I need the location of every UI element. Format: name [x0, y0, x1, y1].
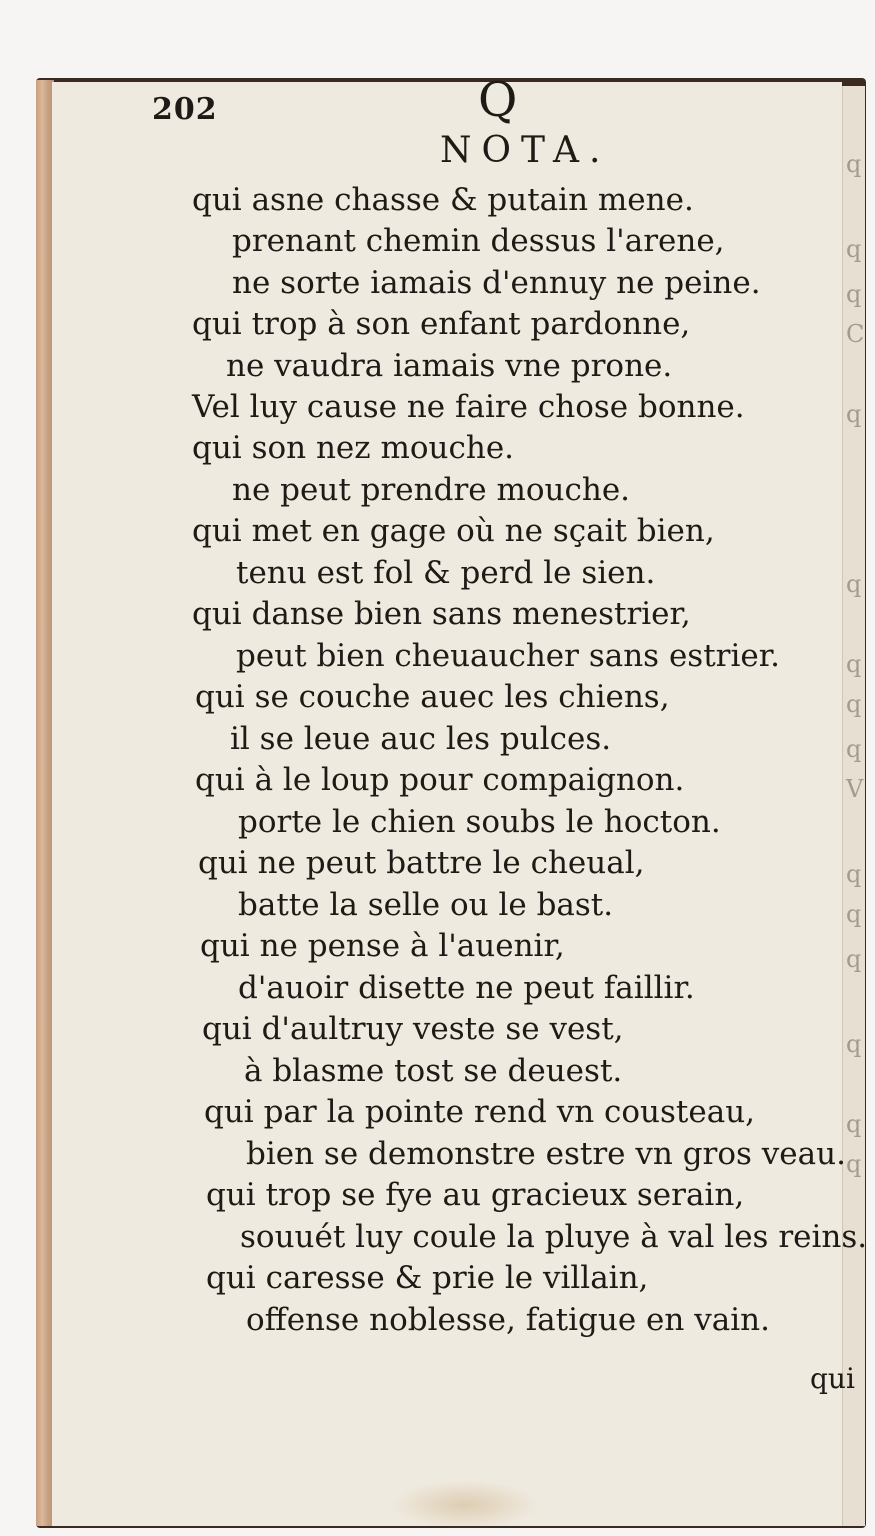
- verse-line: offense noblesse, fatigue en vain.: [246, 1302, 770, 1338]
- verse-line: souuét luy coule la pluye à val les reins.: [240, 1219, 868, 1255]
- verse-line: qui trop se fye au gracieux serain,: [206, 1177, 745, 1213]
- verse-line: à blasme tost se deuest.: [244, 1053, 623, 1089]
- verse-line: tenu est fol & perd le sien.: [236, 555, 656, 591]
- verse-line: il se leue auc les pulces.: [230, 721, 612, 757]
- margin-letter: q: [846, 570, 862, 598]
- page-title: NOTA.: [440, 130, 611, 171]
- verse-line: qui trop à son enfant pardonne,: [192, 306, 691, 342]
- signature-mark: Q: [478, 72, 518, 128]
- verse-line: batte la selle ou le bast.: [238, 887, 614, 923]
- margin-letter: q: [846, 900, 862, 928]
- margin-letter: q: [846, 860, 862, 888]
- margin-letter: q: [846, 650, 862, 678]
- verse-line: peut bien cheuaucher sans estrier.: [236, 638, 780, 674]
- verse-line: bien se demonstre estre vn gros veau.: [246, 1136, 846, 1172]
- margin-letter: q: [846, 735, 862, 763]
- verse-line: ne vaudra iamais vne prone.: [226, 348, 673, 384]
- verse-line: qui ne peut battre le cheual,: [198, 845, 645, 881]
- verse-line: qui met en gage où ne sçait bien,: [192, 513, 715, 549]
- verse-line: qui à le loup pour compaignon.: [195, 762, 685, 798]
- margin-letter: q: [846, 400, 862, 428]
- verse-line: qui d'aultruy veste se vest,: [202, 1011, 624, 1047]
- verse-line: qui asne chasse & putain mene.: [192, 182, 694, 218]
- catchword: qui: [810, 1362, 855, 1395]
- verse-line: d'auoir disette ne peut faillir.: [238, 970, 695, 1006]
- verse-line: qui se couche auec les chiens,: [195, 679, 670, 715]
- margin-letter: q: [846, 945, 862, 973]
- margin-letter: q: [846, 150, 862, 178]
- verse-line: Vel luy cause ne faire chose bonne.: [192, 389, 745, 425]
- margin-letter: q: [846, 1030, 862, 1058]
- verse-line: ne peut prendre mouche.: [232, 472, 631, 508]
- margin-letter: q: [846, 1110, 862, 1138]
- verse-line: qui son nez mouche.: [192, 430, 515, 466]
- margin-letter: q: [846, 280, 862, 308]
- margin-letter: C: [846, 320, 865, 348]
- verse-line: porte le chien soubs le hocton.: [238, 804, 721, 840]
- paper-stain: [390, 1480, 540, 1530]
- margin-letter: V: [846, 775, 864, 803]
- verse-line: qui ne pense à l'auenir,: [200, 928, 565, 964]
- verse-line: qui caresse & prie le villain,: [206, 1260, 649, 1296]
- margin-letter: q: [846, 235, 862, 263]
- verse-line: ne sorte iamais d'ennuy ne peine.: [232, 265, 761, 301]
- verse-line: qui par la pointe rend vn cousteau,: [204, 1094, 756, 1130]
- margin-letter: q: [846, 690, 862, 718]
- margin-letter: q: [846, 1150, 862, 1178]
- page-number: 202: [152, 92, 218, 127]
- verse-line: prenant chemin dessus l'arene,: [232, 223, 725, 259]
- verse-line: qui danse bien sans menestrier,: [192, 596, 691, 632]
